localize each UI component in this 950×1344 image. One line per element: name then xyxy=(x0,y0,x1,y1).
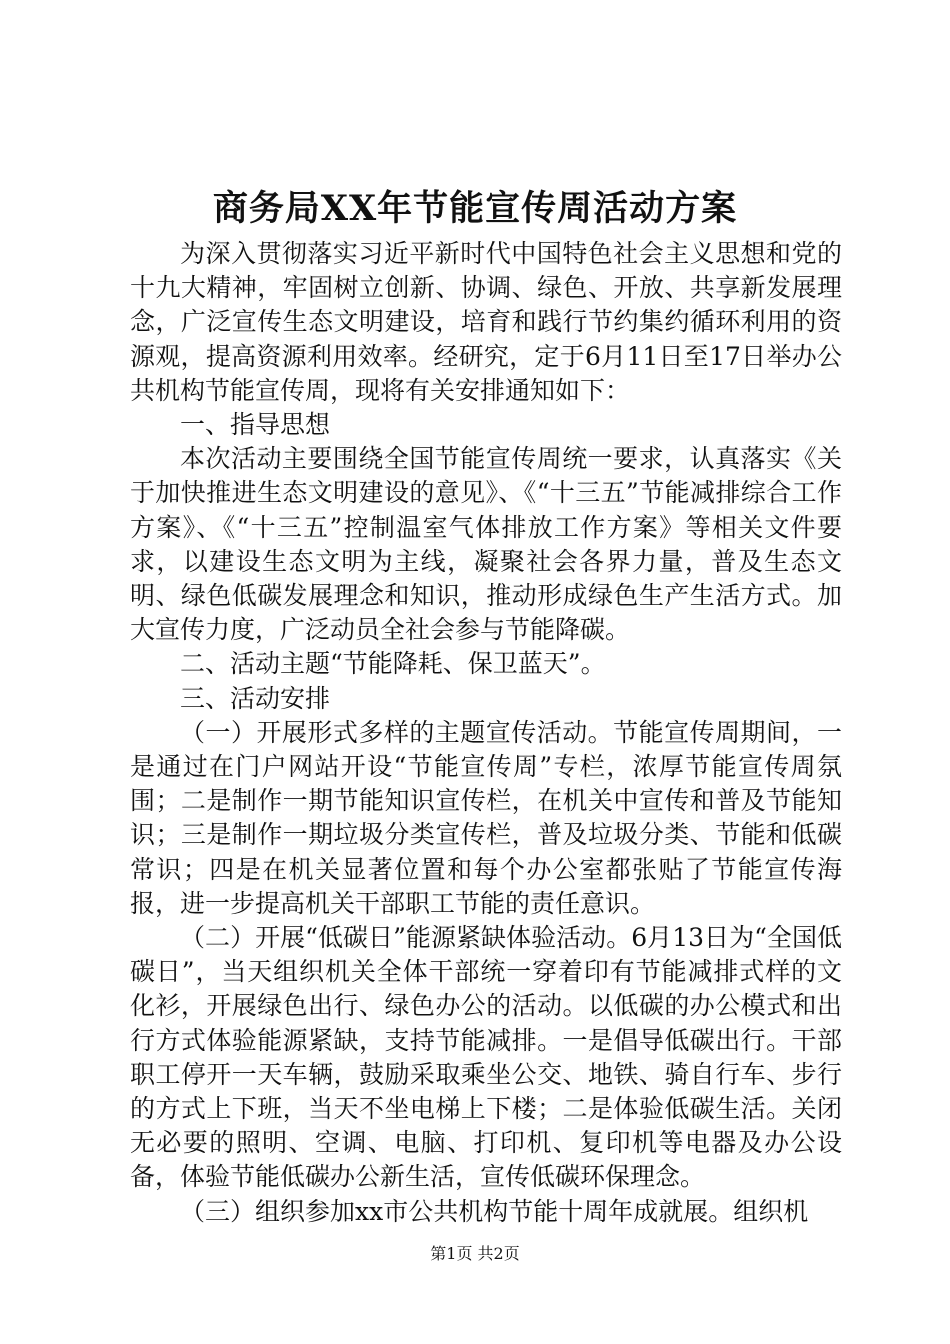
section-heading-theme: 二、活动主题“节能降耗、保卫蓝天”。 xyxy=(180,649,606,679)
intro-paragraph: 为深入贯彻落实习近平新时代中国特色社会主义思想和党的十九大精神，牢固树立创新、协调、绿色、开放、共享新发展理念，广泛宣传生态文明建设，培育和践行节约集约循环利用的资源观，提高资源利用效率。经研究，定于6月11日至17日举办公共机构节能宣传周，现将有关安排通知如下： xyxy=(130,239,842,405)
section-heading-arrangements: 三、活动安排 xyxy=(180,683,331,713)
arrangement-item-1: （一）开展形式多样的主题宣传活动。节能宣传周期间，一是通过在门户网站开设“节能宣传周”专栏，浓厚节能宣传周氛围；二是制作一期节能知识宣传栏，在机关中宣传和普及节能知识；三是制作一期垃圾分类宣传栏，普及垃圾分类、节能和低碳常识；四是在机关显著位置和每个办公室都张贴了节能宣传海报，进一步提高机关干部职工节能的责任意识。 xyxy=(130,717,842,918)
arrangement-item-3: （三）组织参加xx市公共机构节能十周年成就展。组织机 xyxy=(180,1196,809,1226)
arrangement-item-2: （二）开展“低碳日”能源紧缺体验活动。6月13日为“全国低碳日”，当天组织机关全体干部统一穿着印有节能减排式样的文化衫，开展绿色出行、绿色办公的活动。以低碳的办公模式和出行方式体验能源紧缺，支持节能减排。一是倡导低碳出行。干部职工停开一天车辆，鼓励采取乘坐公交、地铁、骑自行车、步行的方式上下班，当天不坐电梯上下楼；二是体验低碳生活。关闭无必要的照明、空调、电脑、打印机、复印机等电器及办公设备，体验节能低碳办公新生活，宣传低碳环保理念。 xyxy=(130,923,842,1192)
section-heading-guiding-thought: 一、指导思想 xyxy=(180,410,331,440)
document-body xyxy=(130,237,842,1229)
guiding-thought-paragraph: 本次活动主要围绕全国节能宣传周统一要求，认真落实《关于加快推进生态文明建设的意见》、《“十三五”节能减排综合工作方案》、《“十三五”控制温室气体排放工作方案》等相关文件要求，以建设生态文明为主线，凝聚社会各界力量，普及生态文明、绿色低碳发展理念和知识，推动形成绿色生产生活方式。加大宣传力度，广泛动员全社会参与节能降碳。 xyxy=(130,444,842,645)
document-title: 商务局XX年节能宣传周活动方案 xyxy=(212,188,738,229)
page-number-footer: 第1页 共2页 xyxy=(430,1244,520,1263)
